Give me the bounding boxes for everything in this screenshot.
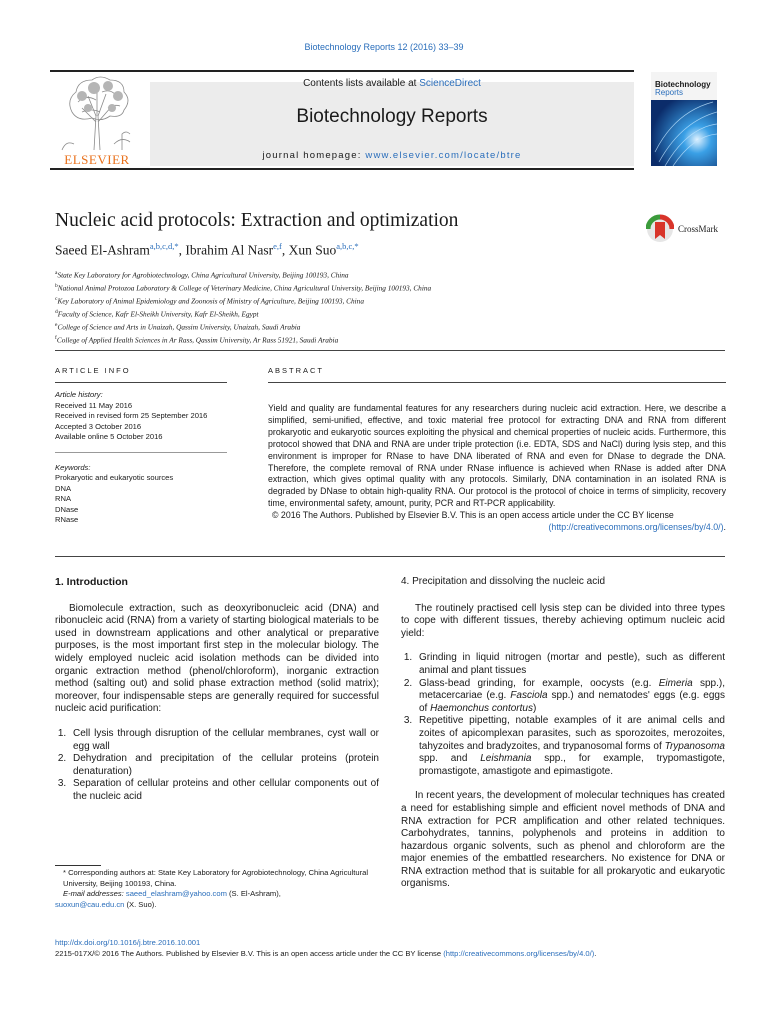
- license-link[interactable]: (http://creativecommons.org/licenses/by/4.0/): [443, 948, 595, 958]
- list-item: 2. Dehydration and precipitation of the cellular proteins (protein denaturation): [69, 753, 379, 778]
- keyword: RNA: [55, 494, 72, 503]
- license-link[interactable]: (http://creativecommons.org/licenses/by/4.0/): [548, 522, 724, 533]
- affiliation-text: College of Science and Arts in Unaizah, Qassim University, Unaizah, Saudi Arabia: [57, 322, 301, 332]
- purification-steps: [55, 728, 379, 804]
- history-item: Accepted 3 October 2016: [55, 421, 142, 431]
- affiliation-text: State Key Laboratory for Agrobiotechnology, China Agricultural University, Beijing 100193, China: [57, 270, 349, 280]
- author-separator: ,: [178, 242, 186, 258]
- keyword: DNase: [55, 504, 79, 514]
- issn-line: 2215-017X/© 2016 The Authors. Published by Elsevier B.V. This is an open access article under the CC BY license (http://creativecommons.org/licenses/by/4.0/).: [55, 948, 597, 958]
- affiliation-text: Faculty of Science, Kafr El-Sheikh University, Kafr El-Sheikh, Egypt: [57, 309, 259, 319]
- affiliation-mark: f: [55, 335, 57, 342]
- article-title: Nucleic acid protocols: Extraction and optimization: [55, 210, 459, 231]
- divider: [55, 556, 725, 557]
- doi-footer: [55, 938, 725, 959]
- divider: [55, 382, 227, 383]
- list-item: 1. Cell lysis through disruption of the cellular membranes, cyst wall or egg wall: [69, 728, 379, 753]
- contents-line: Contents lists available at ScienceDirect: [303, 78, 481, 89]
- affiliation-mark: b: [55, 283, 58, 290]
- recent-years-paragraph: In recent years, the development of molecular techniques has created a need for establishing simple and efficient novel methods of DNA and RNA extraction for PCR amplification and other related techniques. Carbohydrates, tannins, polyphenols and proteins in addition to hazardous organic solvents, such as phenol and chloroform are the major enemies of the embattled researchers. No existence for DNA or RNA extraction method that is suitable for all prokaryotic and eukaryotic organisms.: [401, 790, 725, 890]
- affiliation-mark: e: [55, 322, 58, 329]
- footnote-divider: [55, 865, 101, 866]
- list-item: 1. Grinding in liquid nitrogen (mortar and pestle), such as different animal and plant tissues: [415, 652, 725, 677]
- journal-reference[interactable]: Biotechnology Reports 12 (2016) 33–39: [304, 42, 464, 52]
- affiliation-text: National Animal Protozoa Laboratory & College of Veterinary Medicine, China Agricultural University, Beijing 100193, China: [57, 283, 432, 293]
- history-item: Available online 5 October 2016: [55, 432, 163, 441]
- abstract-text: Yield and quality are fundamental features for any researchers during nucleic acid extraction. Here, we describe a simplified, semi-unified, effective, and toxic material free protocol for extracting DNA and RNA from different prokaryotic and eukaryotic sources exploiting the physical and chemical properties of nucleic acids. Furthermore, this protocol showed that DNA and RNA are under triple protection (i.e. EDTA, SDS and NaCl) during lysis step, and this environment is improper for RNase to have DNA liberated of RNA and even for DNase to degrade the DNA. Therefore, the complete removal of RNA under RNase influence is achieved when RNase is added after DNA extraction, which gives optimal quality with any protocols. Similarly, DNA contamination in an isolated RNA is degraded by DNase to obtain high-quality RNA. Our protocol is the protocol of choice in terms of simplicity, recovery time, environmental safety, amount, purity, PCR and RT-PCR applicability.: [268, 403, 726, 509]
- homepage-link[interactable]: www.elsevier.com/locate/btre: [365, 150, 522, 161]
- corresponding-author-note: * Corresponding authors at: State Key Laboratory for Agrobiotechnology, China Agricultural University, Beijing 100193, China.: [63, 868, 369, 888]
- abstract-body: [268, 403, 726, 534]
- affiliation-text: Key Laboratory of Animal Epidemiology and Zoonosis of Ministry of Agriculture, Beijing 100193, China: [57, 296, 364, 306]
- sciencedirect-link[interactable]: ScienceDirect: [419, 78, 481, 89]
- affiliations: [55, 268, 431, 346]
- affiliation-text: College of Applied Health Sciences in Ar Rass, Qassim University, Ar Rass 51921, Saudi Arabia: [56, 335, 339, 345]
- list-item: 3. Repetitive pipetting, notable examples of it are animal cells and zoites of apicomplexan parasites, such as sporozoites, merozoites, tahyzoites and bradyzoites, and trypanosomal forms of Trypanosoma spp. and Leishmania spp., for example, trypomastigote, promastigote, amastigote and epimastigote.: [415, 715, 725, 778]
- affiliation-item: [55, 268, 431, 281]
- history-label: Article history:: [55, 390, 103, 399]
- abstract-copyright: © 2016 The Authors. Published by Elsevier B.V. This is an open access article under the CC BY license: [272, 510, 674, 521]
- author-affiliation-marks[interactable]: e,f: [273, 241, 282, 251]
- journal-homepage: journal homepage: www.elsevier.com/locate/btre: [262, 150, 522, 161]
- divider: [55, 350, 725, 351]
- intro-paragraph: Biomolecule extraction, such as deoxyribonucleic acid (DNA) and ribonucleic acid (RNA) from a variety of starting biological materials to be used in downstream applications and other analytical or preparative purposes, is the most important first step in the molecular biology. The widely employed nucleic acid isolation methods can be divided into organic extraction method (phenol/chloroform), inorganic extraction method (salting out) and solid phase extraction method (solid matrix); moreover, four indispensable steps are generally required for successful nucleic acid purification:: [55, 602, 379, 715]
- email-line: suoxun@cau.edu.cn (X. Suo).: [55, 899, 157, 909]
- email-link[interactable]: suoxun@cau.edu.cn: [55, 899, 125, 909]
- author-name[interactable]: Saeed El-Ashram: [55, 242, 150, 258]
- history-item: Received in revised form 25 September 2016: [55, 411, 208, 420]
- left-column: [55, 576, 379, 804]
- email-link[interactable]: saeed_elashram@yahoo.com: [125, 889, 227, 899]
- author-name[interactable]: Xun Suo: [288, 242, 337, 258]
- lysis-paragraph: The routinely practised cell lysis step can be divided into three types to cope with different tissues, thereby achieving optimum nucleic acid yield:: [401, 602, 725, 639]
- section-heading: 1. Introduction: [55, 576, 128, 588]
- author-name[interactable]: Ibrahim Al Nasr: [185, 242, 274, 258]
- affiliation-item: [55, 320, 431, 333]
- divider: [268, 382, 726, 383]
- abstract-heading: ABSTRACT: [268, 366, 325, 375]
- right-column: [401, 576, 725, 891]
- crossmark-icon: [646, 213, 674, 247]
- elsevier-tree-icon: [52, 72, 142, 152]
- step-four: 4. Precipitation and dissolving the nucleic acid: [401, 576, 606, 587]
- keyword: Prokaryotic and eukaryotic sources: [55, 473, 174, 482]
- journal-cover-thumbnail[interactable]: [651, 72, 717, 166]
- list-item: 2. Glass-bead grinding, for example, oocysts (e.g. Eimeria spp.), metacercariae (e.g. Fasciola spp.) and nematodes' eggs (e.g. eggs of Haemonchus contortus): [415, 678, 725, 716]
- list-item: 3. Separation of cellular proteins and other cellular components out of the nucleic acid: [69, 778, 379, 803]
- footnote: [55, 868, 379, 910]
- affiliation-mark: a: [55, 270, 58, 276]
- history-item: Received 11 May 2016: [55, 400, 133, 410]
- article-info: [55, 390, 227, 526]
- affiliation-mark: c: [55, 296, 58, 303]
- keyword: DNA: [55, 483, 72, 493]
- author-separator: ,: [281, 242, 289, 258]
- elsevier-logo: [52, 72, 142, 167]
- affiliation-item: [55, 294, 431, 307]
- keywords-label: Keywords:: [55, 462, 91, 472]
- affiliation-mark: d: [55, 309, 58, 316]
- crossmark-badge[interactable]: [646, 213, 736, 249]
- author-list: [55, 241, 359, 259]
- affiliation-item: [55, 307, 431, 320]
- affiliation-item: [55, 281, 431, 294]
- cover-title: Biotechnology Reports: [655, 80, 711, 97]
- keyword: RNase: [55, 515, 79, 524]
- elsevier-wordmark: ELSEVIER: [64, 152, 130, 167]
- author-affiliation-marks[interactable]: a,b,c,d,*: [149, 241, 179, 251]
- doi-link[interactable]: http://dx.doi.org/10.1016/j.btre.2016.10.001: [55, 938, 201, 947]
- article-info-heading: ARTICLE INFO: [55, 366, 131, 375]
- abstract-license: (http://creativecommons.org/licenses/by/4.0/).: [548, 522, 726, 533]
- author-affiliation-marks[interactable]: a,b,c,*: [336, 241, 359, 251]
- lysis-methods: [401, 652, 725, 778]
- email-line: E-mail addresses: saeed_elashram@yahoo.com (S. El-Ashram),: [63, 889, 281, 899]
- crossmark-label: CrossMark: [678, 224, 718, 234]
- journal-title: Biotechnology Reports: [296, 106, 488, 127]
- affiliation-item: [55, 333, 431, 346]
